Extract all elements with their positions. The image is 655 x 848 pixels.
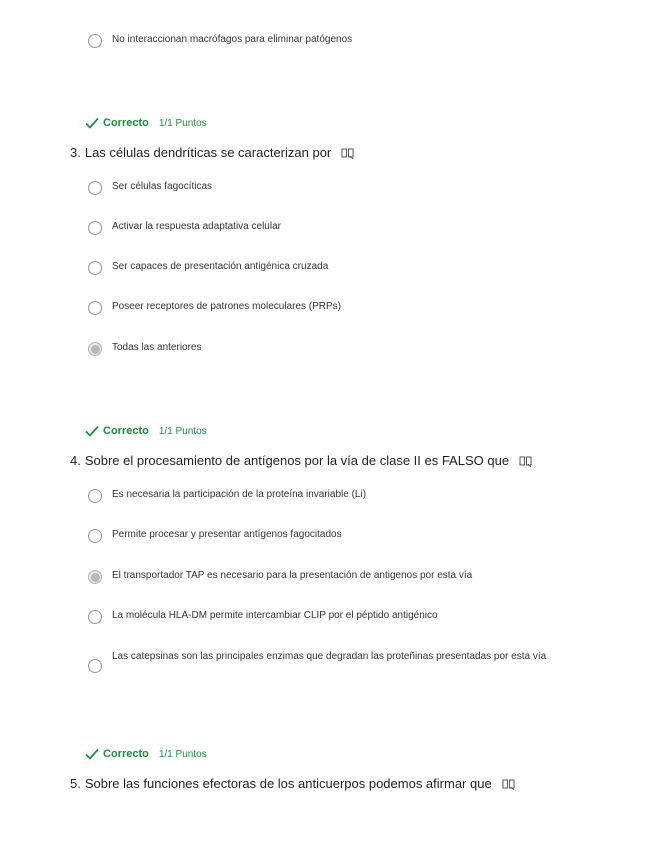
option-q2-1[interactable] xyxy=(88,33,352,49)
radio-button-selected[interactable] xyxy=(88,570,102,584)
check-icon xyxy=(85,117,99,129)
result-status-q4 xyxy=(85,425,207,437)
question-number: 4. xyxy=(70,453,81,468)
radio-button[interactable] xyxy=(88,301,102,315)
question-number: 3. xyxy=(70,145,81,160)
points-label: 1/1 Puntos xyxy=(158,425,207,437)
option-q4-4[interactable] xyxy=(88,609,438,625)
question-3 xyxy=(70,145,354,160)
option-label: Todas las anteriores xyxy=(112,342,202,353)
check-icon xyxy=(85,425,99,437)
option-q3-4[interactable] xyxy=(88,300,341,316)
question-4 xyxy=(70,453,532,468)
option-q3-2[interactable] xyxy=(88,220,281,236)
option-q3-3[interactable] xyxy=(88,260,328,276)
result-status-q5 xyxy=(85,748,207,760)
question-text: Las células dendríticas se caracterizan por xyxy=(84,145,332,160)
radio-button[interactable] xyxy=(88,261,102,275)
option-label: El transportador TAP es necesario para la presentación de antigenos por esta vía xyxy=(112,570,473,581)
radio-button[interactable] xyxy=(88,659,102,673)
option-label: Es necesaria la participación de la proteína invariable (Li) xyxy=(112,489,367,500)
status-label: Correcto xyxy=(103,748,149,760)
immersive-reader-icon[interactable] xyxy=(502,778,515,790)
option-label: Activar la respuesta adaptativa celular xyxy=(112,221,281,232)
radio-button[interactable] xyxy=(88,610,102,624)
check-icon xyxy=(85,748,99,760)
option-q4-1[interactable] xyxy=(88,488,366,504)
option-label: Permite procesar y presentar antígenos fagocitados xyxy=(112,529,342,540)
result-status-q3 xyxy=(85,117,207,129)
radio-button[interactable] xyxy=(88,181,102,195)
option-q4-5[interactable] xyxy=(88,650,562,673)
option-label: No interaccionan macrófagos para eliminar patógenos xyxy=(112,34,353,45)
radio-button[interactable] xyxy=(88,529,102,543)
status-label: Correcto xyxy=(103,117,149,129)
points-label: 1/1 Puntos xyxy=(158,748,207,760)
question-text: Sobre el procesamiento de antígenos por la vía de clase II es FALSO que xyxy=(84,453,510,468)
radio-button-selected[interactable] xyxy=(88,342,102,356)
option-q4-2[interactable] xyxy=(88,528,342,544)
immersive-reader-icon[interactable] xyxy=(519,455,532,467)
radio-button[interactable] xyxy=(88,221,102,235)
option-q3-1[interactable] xyxy=(88,180,212,196)
option-label: Las catepsinas son las principales enzimas que degradan las proteñinas presentadas por esta vía xyxy=(112,651,547,662)
option-label: Ser células fagocíticas xyxy=(112,181,213,192)
option-label: Poseer receptores de patrones moleculares (PRPs) xyxy=(112,301,341,312)
immersive-reader-icon[interactable] xyxy=(341,147,354,159)
option-q3-5[interactable] xyxy=(88,341,202,357)
option-label: La molécula HLA-DM permite intercambiar CLIP por el péptido antigénico xyxy=(112,610,438,621)
question-number: 5. xyxy=(70,776,81,791)
option-label: Ser capaces de presentación antigénica cruzada xyxy=(112,261,329,272)
question-5 xyxy=(70,776,515,791)
radio-button[interactable] xyxy=(88,489,102,503)
radio-button[interactable] xyxy=(88,34,102,48)
status-label: Correcto xyxy=(103,425,149,437)
option-q4-3[interactable] xyxy=(88,569,472,585)
points-label: 1/1 Puntos xyxy=(158,117,207,129)
question-text: Sobre las funciones efectoras de los anticuerpos podemos afirmar que xyxy=(84,776,492,791)
